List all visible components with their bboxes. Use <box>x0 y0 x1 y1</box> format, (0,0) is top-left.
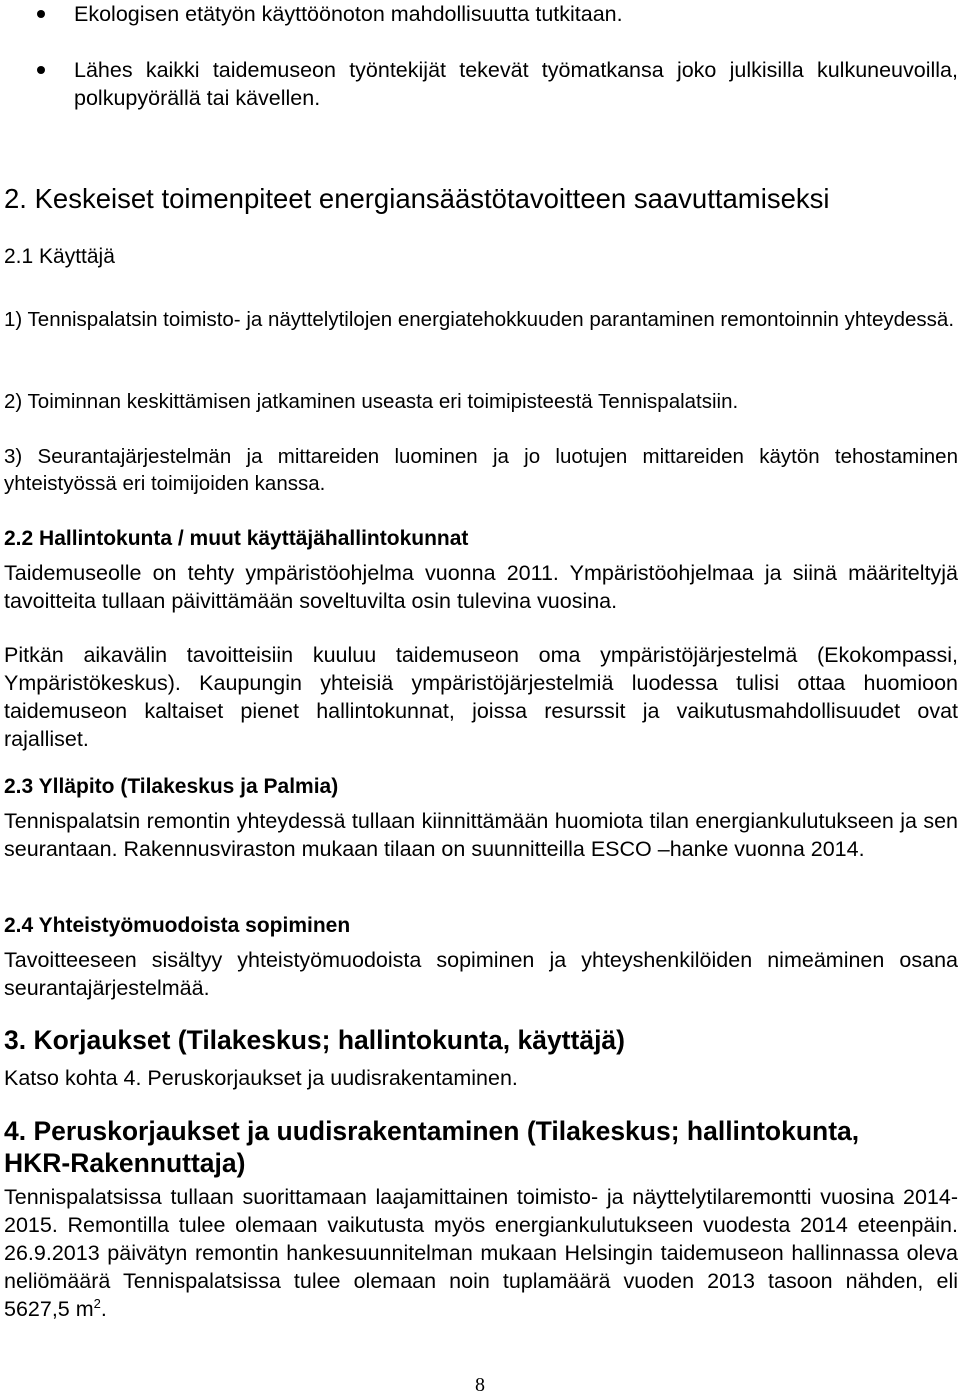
superscript: 2 <box>93 1295 101 1311</box>
section-2-2-paragraph-1: Taidemuseolle on tehty ympäristöohjelma vuonna 2011. Ympäristöohjelmaa ja siinä määriteltyjä tavoitteita tullaan päivittämään soveltuvilta osin tulevina vuosina. <box>4 561 958 613</box>
section-2-1-item-2: 2) Toiminnan keskittämisen jatkaminen useasta eri toimipisteestä Tennispalatsiin. <box>4 390 739 413</box>
section-2-4-heading: 2.4 Yhteistyömuodoista sopiminen <box>4 914 351 937</box>
section-4-paragraph-end: . <box>100 1297 107 1321</box>
page-number: 8 <box>475 1374 485 1396</box>
section-2-2-heading: 2.2 Hallintokunta / muut käyttäjähallintokunnat <box>4 527 469 550</box>
section-4-heading: 4. Peruskorjaukset ja uudisrakentaminen (Tilakeskus; hallintokunta, HKR-Rakennuttaja) <box>4 1116 860 1178</box>
section-3-heading: 3. Korjaukset (Tilakeskus; hallintokunta, käyttäjä) <box>4 1025 625 1055</box>
bullet-icon <box>37 66 45 74</box>
bullet-text: Lähes kaikki taidemuseon työntekijät tekevät työmatkansa joko julkisilla kulkuneuvoilla, polkupyörällä tai kävellen. <box>74 58 958 110</box>
section-2-3-paragraph: Tennispalatsin remontin yhteydessä tullaan kiinnittämään huomiota tilan energiankulutukseen ja sen seurantaan. Rakennusviraston mukaan tilaan on suunnitteilla ESCO –hanke vuonna 2014. <box>4 809 958 861</box>
list-item <box>0 0 958 28</box>
bullet-icon <box>37 10 45 18</box>
section-3-paragraph: Katso kohta 4. Peruskorjaukset ja uudisrakentaminen. <box>4 1066 518 1090</box>
section-2-1-item-1: 1) Tennispalatsin toimisto- ja näyttelytilojen energiatehokkuuden parantaminen remontoinnin yhteydessä. <box>4 308 955 331</box>
section-4-paragraph-text: Tennispalatsissa tullaan suorittamaan laajamittainen toimisto- ja näyttelytilaremontti vuosina 2014-2015. Remontilla tulee olemaan vaikutusta myös energiankulutukseen vuodesta 2014 eteenpäin. 26.9.2013 päivätyn remontin hankesuunnitelman mukaan Helsingin taidemuseon hallinnassa oleva neliömäärä Tennispalatsissa tulee olemaan noin tuplamäärä vuoden 2013 tasoon nähden, eli 5627,5 m <box>4 1185 958 1321</box>
section-2-2-paragraph-2: Pitkän aikavälin tavoitteisiin kuuluu taidemuseon oma ympäristöjärjestelmä (Ekokompassi, Ympäristökeskus). Kaupungin yhteisiä ympäristöjärjestelmiä luodessa tulisi ottaa huomioon taidemuseon kaltaiset pienet hallintokunnat, joissa resurssit ja vaikutusmahdollisuudet ovat rajalliset. <box>4 643 958 751</box>
section-2-3-heading: 2.3 Ylläpito (Tilakeskus ja Palmia) <box>4 775 339 798</box>
list-item <box>0 56 958 112</box>
section-2-heading: 2. Keskeiset toimenpiteet energiansäästötavoitteen saavuttamiseksi <box>4 183 830 214</box>
section-2-1-item-3: 3) Seurantajärjestelmän ja mittareiden luominen ja jo luotujen mittareiden käytön tehostaminen yhteistyössä eri toimijoiden kanssa. <box>4 445 958 495</box>
bullet-list <box>0 0 958 112</box>
section-4-paragraph <box>4 1183 958 1323</box>
section-2-4-paragraph: Tavoitteeseen sisältyy yhteistyömuodoista sopiminen ja yhteyshenkilöiden nimeäminen osana seurantajärjestelmää. <box>4 948 958 1000</box>
bullet-text: Ekologisen etätyön käyttöönoton mahdollisuutta tutkitaan. <box>74 2 623 26</box>
section-2-1-heading: 2.1 Käyttäjä <box>4 245 115 268</box>
